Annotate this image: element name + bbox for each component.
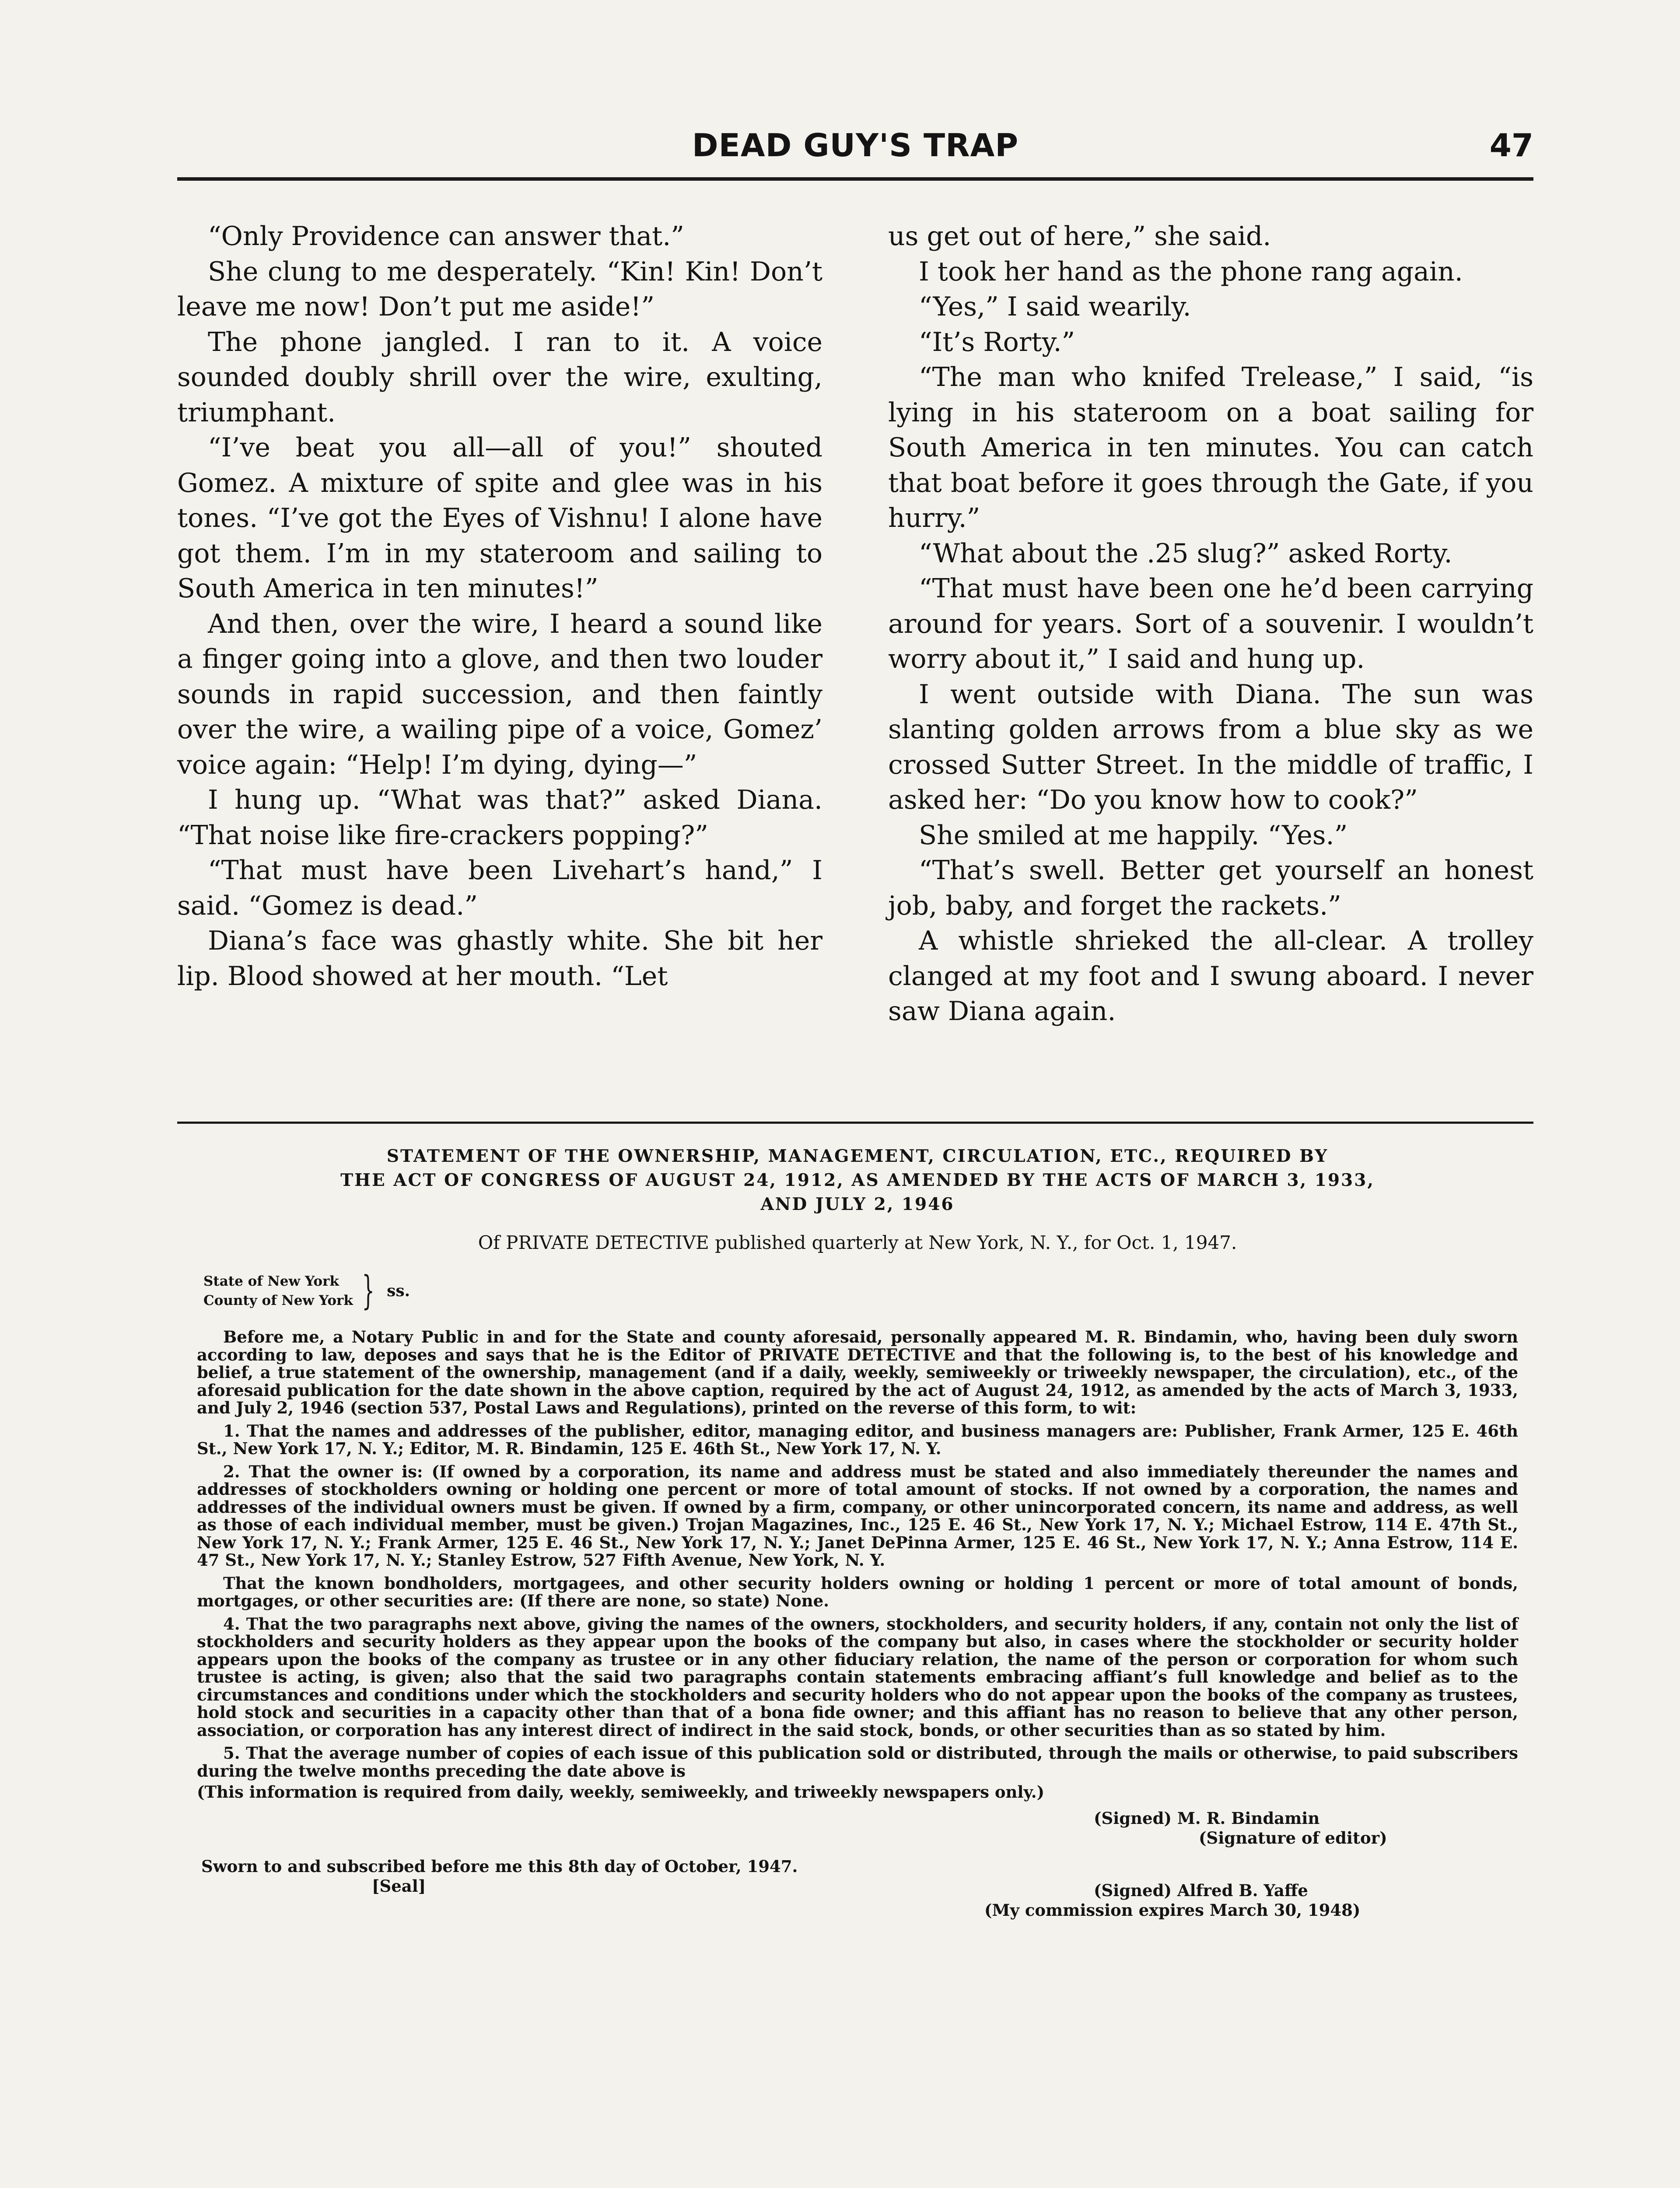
ownership-statement bbox=[197, 1144, 1518, 1980]
story-paragraph: She smiled at me happily. “Yes.” bbox=[919, 820, 1348, 851]
statement-heading bbox=[197, 1144, 1518, 1217]
story-paragraph: “Yes,” I said wearily. bbox=[919, 291, 1191, 322]
story-body bbox=[177, 219, 1533, 1103]
header-rule bbox=[177, 177, 1533, 181]
editor-signature-caption: (Signature of editor) bbox=[1199, 1828, 1387, 1848]
statement-paragraph: 2. That the owner is: (If owned by a corporation, its name and address must be stated and also immediately thereunder the names and addresses of stockholders owning or holding one percent or more of total amount of stocks. If not owned by a corporation, the names and addresses of the individual owners must be given. If owned by a firm, company, or other unincorporated concern, its name and address, as well as those of each individual member, must be given.) Trojan Magazines, Inc., 125 E. 46 St., New York 17, N. Y.; Michael Estrow, 114 E. 47th St., New York 17, N. Y.; Frank Armer, 125 E. 46 St., New York 17, N. Y.; Janet DePinna Armer, 125 E. 46 St., New York 17, N. Y.; Anna Estrow, 114 E. 47 St., New York 17, N. Y.; Stanley Estrow, 527 Fifth Avenue, New York, N. Y. bbox=[197, 1462, 1518, 1570]
statement-paragraph: 4. That the two paragraphs next above, giving the names of the owners, stockholders, and security holders, if any, contain not only the list of stockholders and security holders as they appear upon the books of the company but also, in cases where the stockholder or security holder appears upon the books of the company as trustee or in any other fiduciary relation, the name of the person or corporation for whom such trustee is acting, is given; also that the said two paragraphs contain statements embracing affiant’s full knowledge and belief as to the circumstances and conditions under which the stockholders and security holders who do not appear upon the books of the company as trustees, hold stock and securities in a capacity other than that of a bona fide owner; and this affiant has no reason to believe that any other person, association, or corporation has any interest direct of indirect in the said stock, bonds, or other securities than as so stated by him. bbox=[197, 1614, 1518, 1740]
statement-paragraph: Before me, a Notary Public in and for the State and county aforesaid, personally appeared M. R. Bindamin, who, having been duly sworn according to law, deposes and says that he is the Editor of PRIVATE DETECTIVE and that the following is, to the best of his knowledge and belief, a true statement of the ownership, management (and if a daily, weekly, semiweekly or triweekly newspaper, the circulation), etc., of the aforesaid publication for the date shown in the above caption, required by the act of August 24, 1912, as amended by the acts of March 3, 1933, and July 2, 1946 (section 537, Postal Laws and Regulations), printed on the reverse of this form, to wit: bbox=[197, 1327, 1518, 1417]
venue-county: County of New York bbox=[203, 1293, 353, 1308]
editor-signature: (Signed) M. R. Bindamin bbox=[1094, 1808, 1320, 1828]
venue-brace: } bbox=[362, 1268, 374, 1314]
story-paragraph: Diana’s face was ghastly white. She bit her lip. Blood showed at her mouth. “Let bbox=[177, 926, 822, 992]
running-title: DEAD GUY'S TRAP bbox=[692, 127, 1019, 164]
story-paragraph: “The man who knifed Trelease,” I said, “is lying in his stateroom on a boat sailing for South America in ten minutes. You can catch that boat before it goes through the Gate, if you hurry.” bbox=[888, 362, 1533, 533]
sworn-line: Sworn to and subscribed before me this 8th day of October, 1947. bbox=[201, 1856, 798, 1876]
venue-state: State of New York bbox=[203, 1273, 339, 1289]
story-paragraph: “That’s swell. Better get yourself an honest job, baby, and forget the rackets.” bbox=[888, 855, 1533, 921]
story-paragraph: She clung to me desperately. “Kin! Kin! Don’t leave me now! Don’t put me aside!” bbox=[177, 256, 822, 322]
section-divider bbox=[177, 1122, 1533, 1124]
publication-line: Of PRIVATE DETECTIVE published quarterly at New York, N. Y., for Oct. 1, 1947. bbox=[478, 1232, 1237, 1253]
statement-paragraph: That the known bondholders, mortgagees, and other security holders owning or holding 1 percent or more of total amount of bonds, mortgages, or other securities are: (If there are none, so state) None. bbox=[197, 1573, 1518, 1610]
statement-body bbox=[197, 1328, 1518, 1801]
story-paragraph: I went outside with Diana. The sun was slanting golden arrows from a blue sky as we crossed Sutter Street. In the middle of traffic, I asked her: “Do you know how to cook?” bbox=[888, 679, 1533, 815]
story-paragraph: The phone jangled. I ran to it. A voice sounded doubly shrill over the wire, exulting, triumphant. bbox=[177, 326, 822, 428]
story-column-right bbox=[888, 219, 1533, 1103]
story-paragraph: “That must have been Livehart’s hand,” I said. “Gomez is dead.” bbox=[177, 855, 822, 921]
story-paragraph: A whistle shrieked the all-clear. A trolley clanged at my foot and I swung aboard. I never saw Diana again. bbox=[888, 926, 1533, 1027]
venue-lines bbox=[203, 1272, 353, 1310]
story-paragraph: “That must have been one he’d been carrying around for years. Sort of a souvenir. I wouldn’t worry about it,” I said and hung up. bbox=[888, 573, 1533, 674]
statement-paragraph: 5. That the average number of copies of each issue of this publication sold or distributed, through the mails or otherwise, to paid subscribers during the twelve months preceding the date above is bbox=[197, 1743, 1518, 1781]
venue-block bbox=[203, 1268, 1518, 1314]
story-paragraph: “What about the .25 slug?” asked Rorty. bbox=[919, 538, 1452, 569]
statement-heading-line: STATEMENT OF THE OWNERSHIP, MANAGEMENT, CIRCULATION, ETC., REQUIRED BY bbox=[386, 1146, 1329, 1166]
story-paragraph: “I’ve beat you all—all of you!” shouted Gomez. A mixture of spite and glee was in his tones. “I’ve got the Eyes of Vishnu! I alone have got them. I’m in my stateroom and sailing to South America in ten minutes!” bbox=[177, 432, 822, 604]
notary-signature: (Signed) Alfred B. Yaffe bbox=[1094, 1880, 1308, 1900]
info-note: (This information is required from daily, weekly, semiweekly, and triweekly newspapers only.) bbox=[197, 1782, 1045, 1802]
page-header bbox=[177, 127, 1533, 179]
seal-mark: [Seal] bbox=[372, 1876, 426, 1896]
page-number: 47 bbox=[1489, 127, 1533, 164]
story-paragraph: us get out of here,” she said. bbox=[888, 221, 1271, 252]
statement-heading-line: AND JULY 2, 1946 bbox=[760, 1194, 955, 1214]
statement-heading-line: THE ACT OF CONGRESS OF AUGUST 24, 1912, AS AMENDED BY THE ACTS OF MARCH 3, 1933, bbox=[340, 1170, 1375, 1190]
statement-paragraph: 1. That the names and addresses of the publisher, editor, managing editor, and business managers are: Publisher, Frank Armer, 125 E. 46th St., New York 17, N. Y.; Editor, M. R. Bindamin, 125 E. 46th St., New York 17, N. Y. bbox=[197, 1421, 1518, 1458]
story-paragraph: “Only Providence can answer that.” bbox=[208, 221, 684, 252]
venue-ss: ss. bbox=[387, 1282, 410, 1300]
story-paragraph: I took her hand as the phone rang again. bbox=[919, 256, 1463, 287]
story-column-left bbox=[177, 219, 822, 1103]
signature-block bbox=[197, 1805, 1518, 1980]
notary-commission: (My commission expires March 30, 1948) bbox=[984, 1900, 1361, 1920]
story-paragraph: “It’s Rorty.” bbox=[919, 326, 1075, 358]
story-paragraph: And then, over the wire, I heard a sound like a finger going into a glove, and then two louder sounds in rapid succession, and then faintly over the wire, a wailing pipe of a voice, Gomez’ voice again: “Help! I’m dying, dying—” bbox=[177, 608, 822, 780]
story-paragraph: I hung up. “What was that?” asked Diana. “That noise like fire-crackers popping?” bbox=[177, 785, 822, 851]
